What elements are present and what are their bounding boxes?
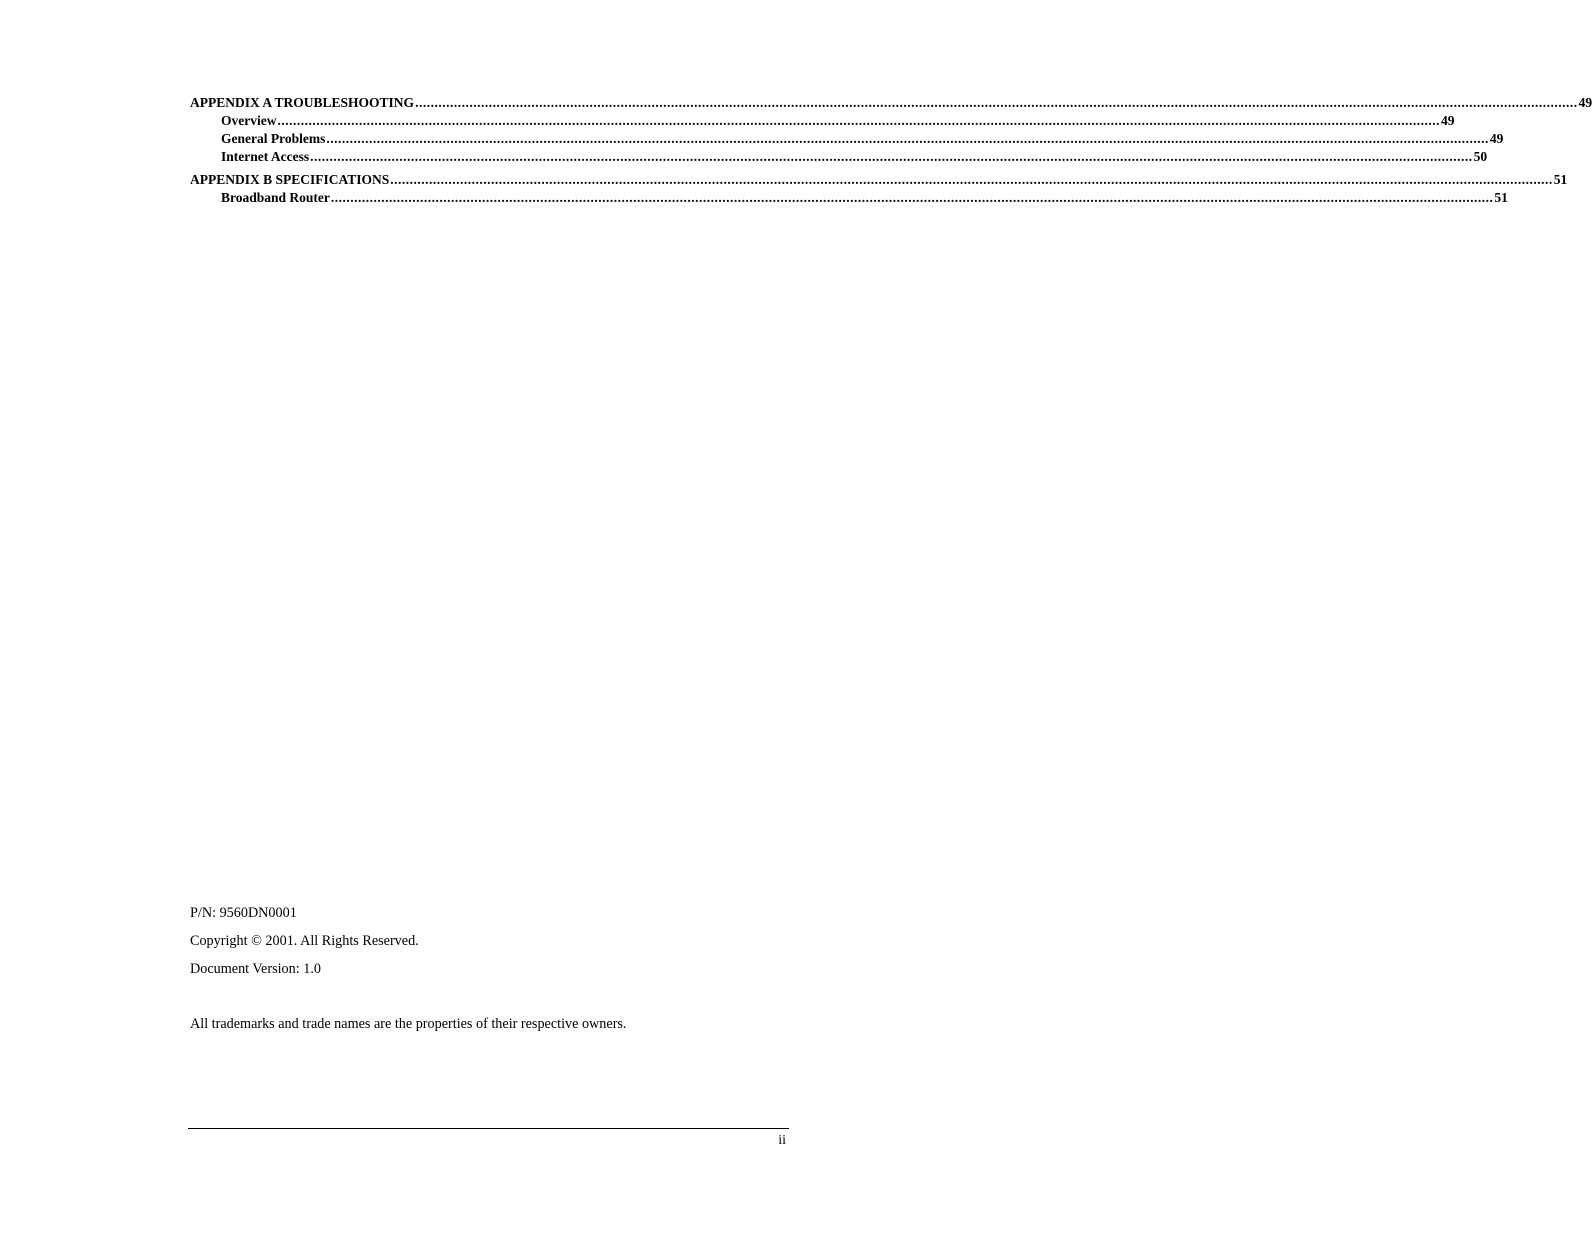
toc-entry-title: General Problems [221,131,326,146]
toc-entry-overview[interactable] [190,112,1455,130]
toc-dot-leader: ............................................................................................................................................................................................................................................................................................................ [415,95,1578,110]
toc-entry-title: Broadband Router [221,190,330,205]
toc-dot-leader: ............................................................................................................................................................................................................................................................................................................ [277,113,1440,128]
toc-dot-leader: ............................................................................................................................................................................................................................................................................................................ [390,172,1553,187]
part-number: P/N: 9560DN0001 [190,905,297,921]
footer-divider [188,1128,789,1129]
copyright-notice: Copyright © 2001. All Rights Reserved. [190,933,419,949]
toc-dot-leader: ............................................................................................................................................................................................................................................................................................................ [326,131,1489,146]
toc-entry-appendix-b[interactable] [190,171,1568,189]
document-version: Document Version: 1.0 [190,961,321,977]
toc-entry-internet-access[interactable] [190,148,1488,166]
toc-entry-title: Overview [221,113,277,128]
toc-entry-page: 49 [1578,95,1592,110]
toc-dot-leader: ............................................................................................................................................................................................................................................................................................................ [330,190,1494,205]
toc-entry-appendix-a[interactable] [190,94,1592,112]
trademark-notice: All trademarks and trade names are the properties of their respective owners. [190,1016,627,1032]
toc-entry-page: 49 [1489,131,1504,146]
toc-entry-page: 51 [1494,190,1508,205]
toc-entry-page: 49 [1440,113,1455,128]
toc-entry-page: 50 [1473,149,1488,164]
toc-entry-title: APPENDIX B SPECIFICATIONS [190,172,390,187]
toc-entry-title: Internet Access [221,149,310,164]
toc-entry-page: 51 [1553,172,1568,187]
toc-dot-leader: ............................................................................................................................................................................................................................................................................................................ [310,149,1473,164]
toc-entry-broadband-router[interactable] [190,189,1508,207]
toc-entry-title: APPENDIX A TROUBLESHOOTING [190,95,415,110]
toc-entry-general-problems[interactable] [190,130,1504,148]
footer-page-number: ii [778,1133,786,1148]
table-of-contents [190,94,1592,207]
